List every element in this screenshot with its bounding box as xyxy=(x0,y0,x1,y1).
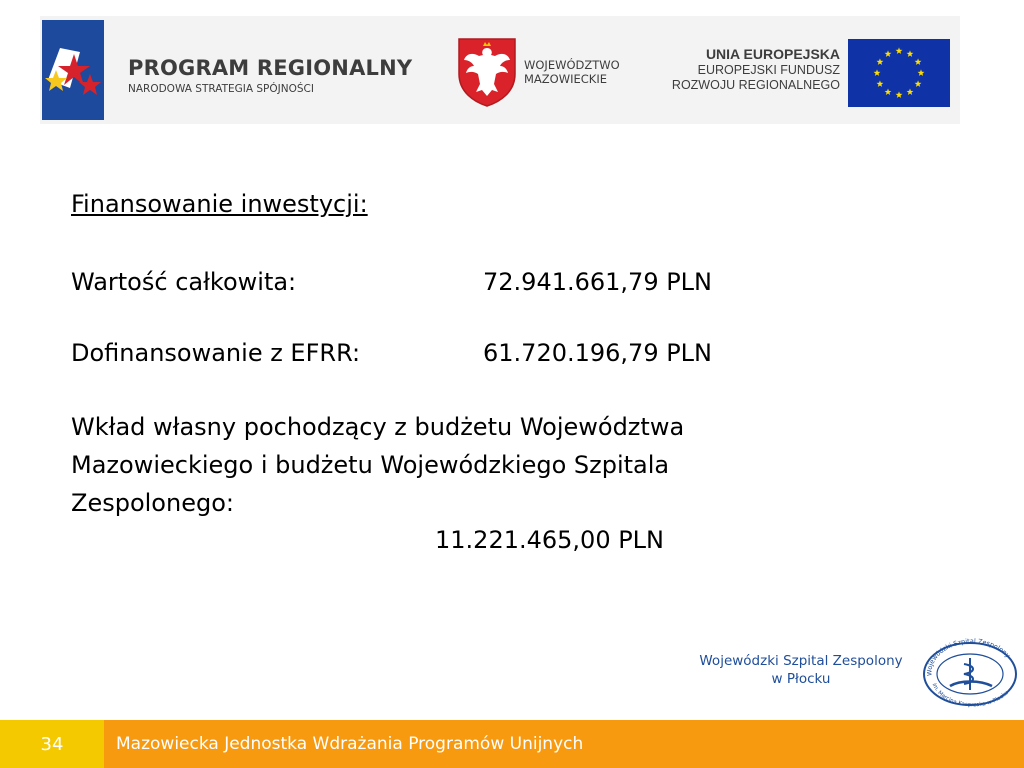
voivodeship-line1: WOJEWÓDZTWO xyxy=(524,58,620,72)
efrr-label: Dofinansowanie z EFRR: xyxy=(71,339,361,367)
total-value-amount: 72.941.661,79 PLN xyxy=(483,268,713,296)
hospital-logo-icon xyxy=(920,638,1020,708)
voivodeship-name xyxy=(524,58,620,86)
mazowieckie-coat-of-arms-icon xyxy=(456,36,518,108)
section-heading: Finansowanie inwestycji: xyxy=(71,190,368,218)
program-text xyxy=(128,56,412,96)
eu-flag-icon xyxy=(848,39,950,107)
program-subtitle: NARODOWA STRATEGIA SPÓJNOŚCI xyxy=(128,83,314,95)
footer-organization: Mazowiecka Jednostka Wdrażania Programów Unijnych xyxy=(104,720,1024,768)
hospital-logo-text-top: Wojewódzki Szpital Zespolony xyxy=(925,638,1012,677)
hospital-name xyxy=(676,652,926,688)
efrr-amount: 61.720.196,79 PLN xyxy=(483,339,713,367)
own-contribution-line3: Zespolonego: xyxy=(71,489,234,517)
eu-title: UNIA EUROPEJSKA xyxy=(705,46,840,62)
own-contribution-amount: 11.221.465,00 PLN xyxy=(435,526,665,554)
eu-fund-text xyxy=(640,47,840,94)
own-contribution-line2: Mazowieckiego i budżetu Wojewódzkiego Szpitala xyxy=(71,451,670,479)
program-title: PROGRAM REGIONALNY xyxy=(128,56,413,80)
program-regionalny-logo xyxy=(40,18,106,122)
own-contribution-line1: Wkład własny pochodzący z budżetu Województwa xyxy=(71,413,685,441)
voivodeship-line2: MAZOWIECKIE xyxy=(524,72,607,86)
eu-fund-line2: EUROPEJSKI FUNDUSZ xyxy=(697,62,840,77)
hospital-logo-text-bottom: im. Marcina Kacprzaka w Płocku xyxy=(930,682,1010,708)
hospital-name-line2: w Płocku xyxy=(771,671,831,687)
total-value-label: Wartość całkowita: xyxy=(71,268,297,296)
logo-banner xyxy=(40,16,960,124)
slide-number: 34 xyxy=(0,720,104,768)
hospital-name-line1: Wojewódzki Szpital Zespolony xyxy=(699,653,903,669)
eu-fund-line3: ROZWOJU REGIONALNEGO xyxy=(671,78,840,92)
